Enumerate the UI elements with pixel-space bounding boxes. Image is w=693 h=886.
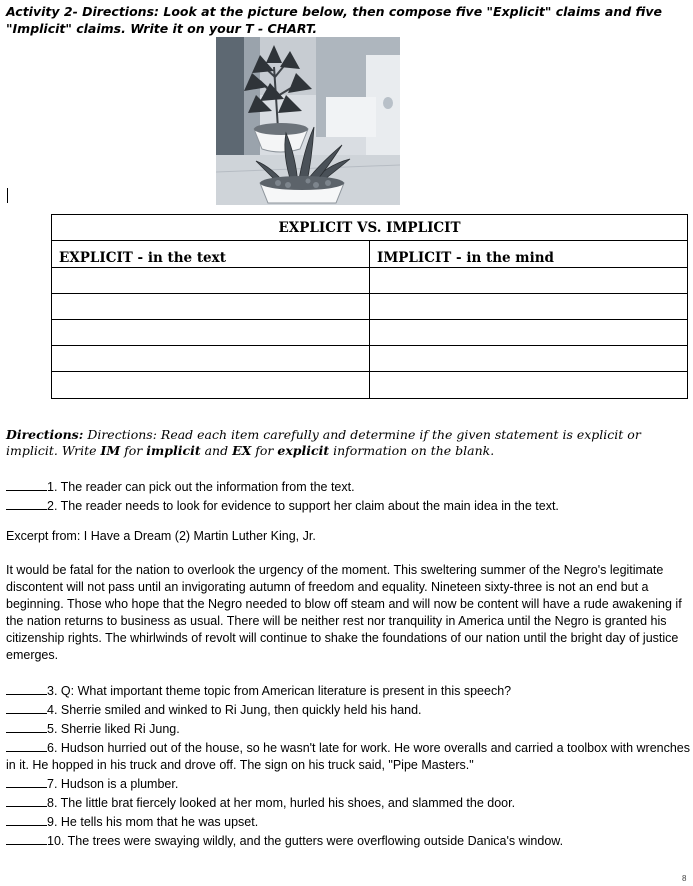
item-text: 3. Q: What important theme topic from American literature is present in this speech?	[47, 684, 512, 698]
tchart-col-implicit: IMPLICIT - in the mind	[370, 241, 688, 268]
explicit-cell[interactable]	[52, 294, 370, 320]
directions-text: for	[251, 443, 278, 458]
tchart-col-explicit: EXPLICIT - in the text	[52, 241, 370, 268]
speech-passage: It would be fatal for the nation to overlook the urgency of the moment. This sweltering summer of the Negro's legitimate discontent will not pass until an invigorating autumn of freedom and equality. Nineteen sixty-three is not an end but a beginning. Those who hope that the Negro needed to blow off steam and will now be content will have a rude awakening if the nation returns to business as usual. There will be neither rest nor tranquility in America until the Negro is granted his citizenship rights. The whirlwinds of revolt will continue to shake the foundations of our nation until the bright day of justice emerges.	[6, 563, 682, 662]
implicit-cell[interactable]	[370, 320, 688, 346]
list-item	[6, 738, 690, 774]
directions-text: for	[120, 443, 147, 458]
ex-code: EX	[232, 443, 252, 458]
item-text: 6. Hudson hurried out of the house, so he wasn't late for work. He wore overalls and carried a toolbox with wrenches in it. He hopped in his truck and drove off. The sign on his truck said, "Pipe Masters."	[6, 741, 691, 772]
tchart-title: EXPLICIT VS. IMPLICIT	[52, 215, 688, 241]
directions-text: Directions: Read each item carefully and determine if the given statement is explicit or implicit. Write	[6, 427, 641, 458]
list-item	[6, 719, 690, 738]
tchart-row	[52, 294, 688, 320]
answer-blank[interactable]	[6, 681, 47, 695]
item-text: 5. Sherrie liked Ri Jung.	[47, 722, 180, 736]
list-item	[6, 793, 690, 812]
directions-text: and	[200, 443, 233, 458]
directions-paragraph	[6, 427, 690, 459]
list-item	[6, 831, 690, 850]
answer-blank[interactable]	[6, 477, 47, 491]
tchart-row	[52, 372, 688, 399]
page-number: 8	[682, 874, 687, 883]
t-chart	[51, 214, 688, 399]
directions-text: information on the blank.	[329, 443, 495, 458]
im-code: IM	[100, 443, 121, 458]
answer-blank[interactable]	[6, 719, 47, 733]
implicit-word: implicit	[146, 443, 201, 458]
item-text: 4. Sherrie smiled and winked to Ri Jung, then quickly held his hand.	[47, 703, 422, 717]
explicit-cell[interactable]	[52, 346, 370, 372]
tchart-row	[52, 268, 688, 294]
answer-blank[interactable]	[6, 738, 47, 752]
items-list-second	[6, 681, 690, 850]
answer-blank[interactable]	[6, 812, 47, 826]
excerpt-title: Excerpt from: I Have a Dream (2) Martin Luther King, Jr.	[6, 529, 316, 543]
directions-label: Directions:	[6, 427, 84, 442]
item-text: 9. He tells his mom that he was upset.	[47, 815, 259, 829]
plant-photo	[216, 37, 400, 205]
list-item	[6, 477, 690, 496]
implicit-cell[interactable]	[370, 268, 688, 294]
implicit-cell[interactable]	[370, 346, 688, 372]
explicit-cell[interactable]	[52, 320, 370, 346]
answer-blank[interactable]	[6, 700, 47, 714]
item-text: 7. Hudson is a plumber.	[47, 777, 179, 791]
list-item	[6, 774, 690, 793]
item-text: 8. The little brat fiercely looked at her mom, hurled his shoes, and slammed the door.	[47, 796, 516, 810]
item-text: 2. The reader needs to look for evidence to support her claim about the main idea in the text.	[47, 499, 559, 513]
list-item	[6, 700, 690, 719]
list-item	[6, 681, 690, 700]
items-list-first	[6, 477, 690, 515]
implicit-cell[interactable]	[370, 294, 688, 320]
answer-blank[interactable]	[6, 774, 47, 788]
explicit-cell[interactable]	[52, 268, 370, 294]
tchart-row	[52, 346, 688, 372]
item-text: 1. The reader can pick out the information from the text.	[47, 480, 355, 494]
answer-blank[interactable]	[6, 496, 47, 510]
activity-heading: Activity 2- Directions: Look at the picture below, then compose five "Explicit" claims and five "Implicit" claims. Write it on your T - CHART.	[6, 4, 663, 36]
item-text: 10. The trees were swaying wildly, and the gutters were overflowing outside Danica's window.	[47, 834, 564, 848]
answer-blank[interactable]	[6, 831, 47, 845]
list-item	[6, 496, 690, 515]
explicit-cell[interactable]	[52, 372, 370, 399]
list-item	[6, 812, 690, 831]
implicit-cell[interactable]	[370, 372, 688, 399]
text-cursor	[7, 188, 8, 203]
explicit-word: explicit	[277, 443, 330, 458]
tchart-row	[52, 320, 688, 346]
answer-blank[interactable]	[6, 793, 47, 807]
